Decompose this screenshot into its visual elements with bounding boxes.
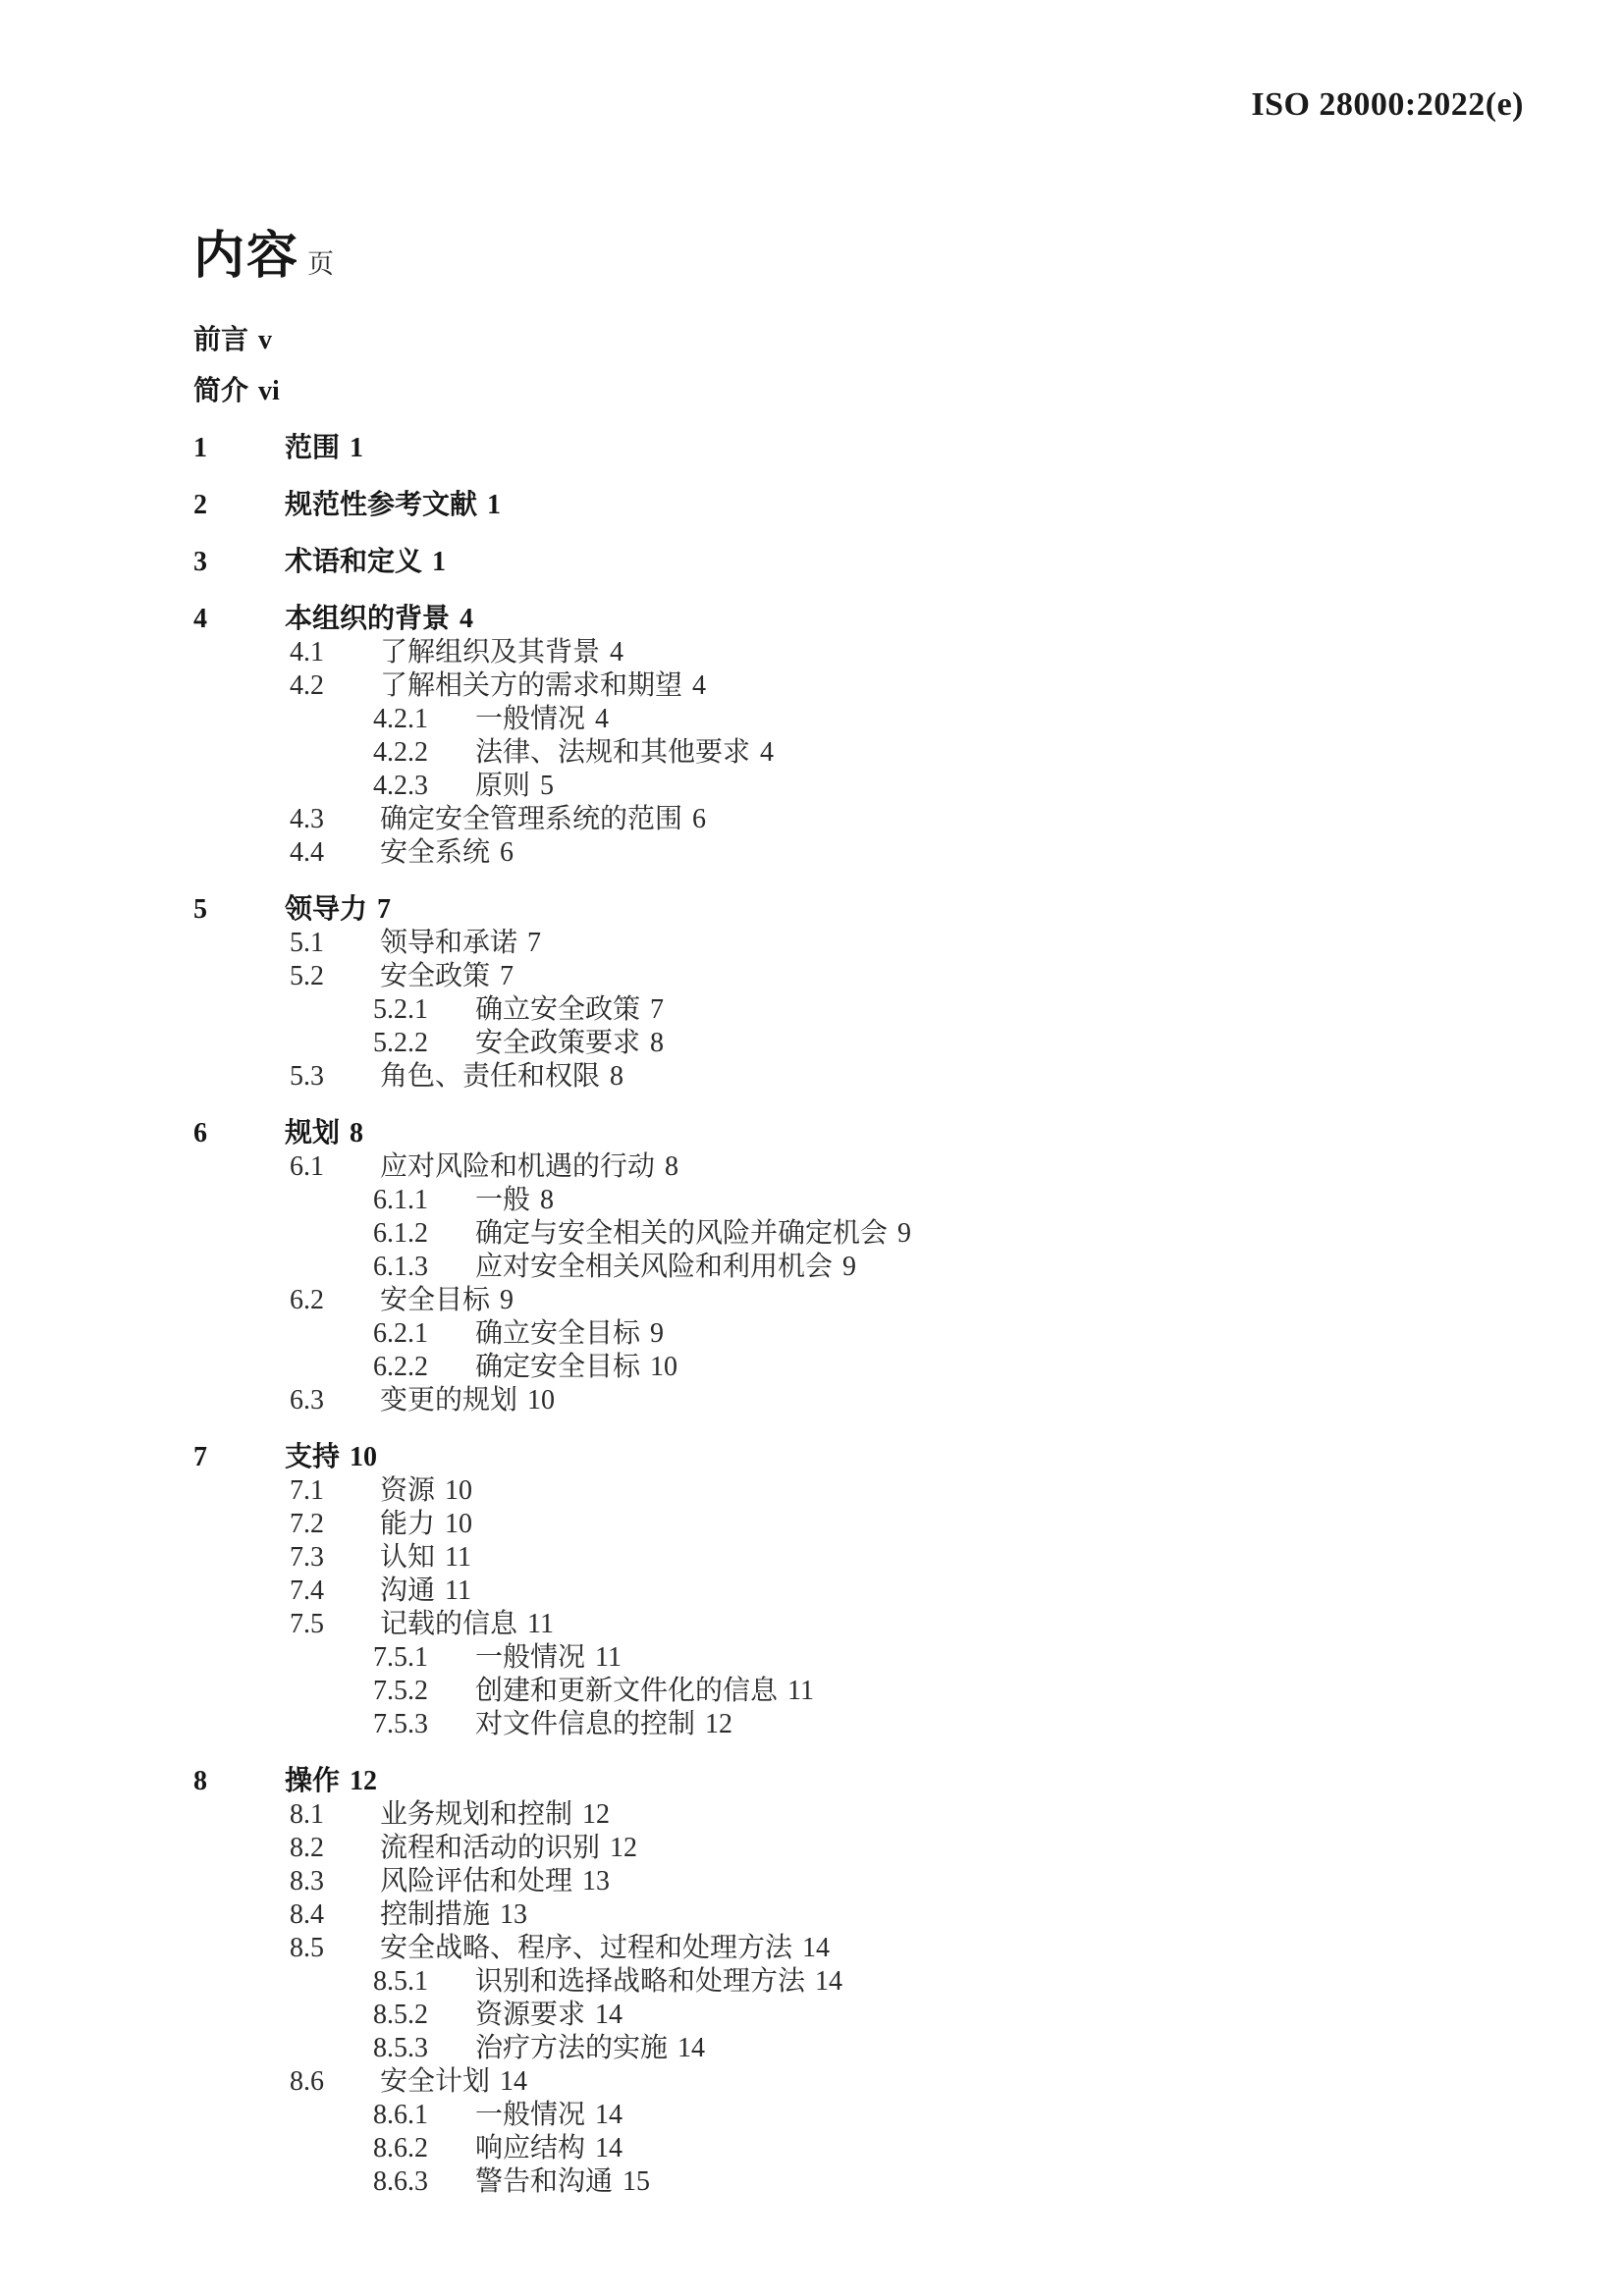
toc-entry-title: 沟通 [380, 1575, 436, 1606]
toc-entry-title: 响应结构 [475, 2133, 586, 2163]
toc-entry-number: 1 [193, 433, 207, 463]
toc-entry [0, 2099, 1565, 2132]
toc-entry-page-number: 7 [500, 961, 514, 991]
toc-entry-title: 操作 [285, 1766, 341, 1796]
toc-entry [0, 1441, 1565, 1474]
toc-entry-page-number: 4 [595, 704, 610, 734]
toc-entry-number: 4.2.2 [373, 737, 428, 768]
toc-entry [0, 1060, 1565, 1094]
toc-entry-title: 确立安全政策 [475, 994, 641, 1025]
toc-entry-title: 安全目标 [380, 1285, 491, 1315]
toc-entry-page-number: 11 [595, 1642, 622, 1673]
toc-entry-title: 业务规划和控制 [380, 1799, 573, 1830]
toc-entry-number: 6.3 [290, 1385, 324, 1415]
toc-entry-number: 5 [193, 894, 207, 925]
toc-entry [0, 1541, 1565, 1575]
toc-entry-title: 法律、法规和其他要求 [475, 737, 751, 768]
toc-entry-title: 确定与安全相关的风险并确定机会 [475, 1218, 889, 1249]
toc-entry-page-number: 10 [527, 1385, 556, 1415]
toc-entry-page-number: 12 [582, 1799, 611, 1830]
toc-entry-page-number: v [258, 325, 273, 355]
toc-entry-page-number: 14 [595, 2133, 623, 2163]
toc-entry-number: 8 [193, 1766, 207, 1796]
contents-title: 内容 [193, 229, 300, 285]
toc-entry-title: 简介 [193, 376, 249, 406]
toc-entry [0, 546, 1565, 579]
toc-entry-title: 治疗方法的实施 [475, 2033, 669, 2063]
toc-entry-number: 8.5.3 [373, 2033, 428, 2063]
toc-entry-title: 识别和选择战略和处理方法 [475, 1966, 806, 1997]
toc-entry-title: 资源要求 [475, 2000, 586, 2030]
toc-entry [0, 375, 1565, 408]
toc-entry-page-number: 10 [445, 1509, 473, 1539]
toc-entry [0, 1284, 1565, 1317]
toc-entry [0, 1965, 1565, 1999]
toc-entry-number: 8.6.2 [373, 2133, 428, 2163]
toc-entry-page-number: 9 [500, 1285, 514, 1315]
toc-entry [0, 1027, 1565, 1060]
toc-entry [0, 1317, 1565, 1351]
toc-entry-number: 4.2.1 [373, 704, 428, 734]
toc-entry [0, 2132, 1565, 2165]
toc-entry-page-number: 13 [582, 1866, 611, 1896]
toc-entry [0, 1898, 1565, 1932]
toc-entry-number: 4.2 [290, 670, 324, 701]
toc-entry [0, 770, 1565, 803]
toc-entry-number: 5.3 [290, 1061, 324, 1092]
toc-entry-title: 一般情况 [475, 704, 586, 734]
toc-entry-page-number: 13 [500, 1899, 528, 1930]
toc-entry [0, 1999, 1565, 2032]
page-column-label: 页 [307, 249, 335, 279]
toc-entry [0, 803, 1565, 836]
toc-entry-number: 7.3 [290, 1542, 324, 1573]
toc-entry-page-number: 11 [445, 1575, 471, 1606]
toc-entry [0, 1474, 1565, 1508]
toc-entry-number: 3 [193, 547, 207, 577]
toc-entry [0, 489, 1565, 522]
toc-entry-title: 规划 [285, 1118, 341, 1148]
toc-entry-number: 7.5.1 [373, 1642, 428, 1673]
toc-entry [0, 669, 1565, 703]
document-reference-header: ISO 28000:2022(e) [1251, 86, 1524, 123]
toc-entry-title: 创建和更新文件化的信息 [475, 1676, 779, 1706]
toc-entry-page-number: 12 [350, 1766, 378, 1796]
toc-entry-page-number: 14 [802, 1933, 831, 1963]
toc-entry-title: 安全计划 [380, 2066, 491, 2097]
toc-entry-title: 流程和活动的识别 [380, 1833, 601, 1863]
toc-entry-page-number: 10 [350, 1442, 378, 1472]
toc-entry-number: 7.5 [290, 1609, 324, 1639]
toc-entry [0, 1251, 1565, 1284]
toc-entry [0, 1150, 1565, 1184]
toc-entry-page-number: 12 [610, 1833, 638, 1863]
toc-entry [0, 1932, 1565, 1965]
toc-entry-number: 8.5.2 [373, 2000, 428, 2030]
toc-entry [0, 1865, 1565, 1898]
toc-entry-page-number: 7 [527, 928, 542, 958]
toc-entry-title: 变更的规划 [380, 1385, 518, 1415]
toc-entry-page-number: 7 [377, 894, 392, 925]
toc-entry [0, 927, 1565, 960]
toc-entry-page-number: 8 [650, 1028, 665, 1058]
toc-entry-number: 8.2 [290, 1833, 324, 1863]
toc-entry-title: 风险评估和处理 [380, 1866, 573, 1896]
toc-entry-number: 8.5.1 [373, 1966, 428, 1997]
toc-entry [0, 1641, 1565, 1675]
toc-entry-title: 了解相关方的需求和期望 [380, 670, 683, 701]
toc-entry-page-number: 14 [595, 2100, 623, 2130]
toc-entry-title: 警告和沟通 [475, 2166, 614, 2197]
toc-entry [0, 2065, 1565, 2099]
toc-entry [0, 2032, 1565, 2065]
toc-entry [0, 603, 1565, 636]
toc-entry-page-number: 8 [610, 1061, 624, 1092]
toc-entry [0, 893, 1565, 927]
toc-entry-number: 6.2.1 [373, 1318, 428, 1349]
toc-entry [0, 736, 1565, 770]
toc-entry-number: 6.1.2 [373, 1218, 428, 1249]
toc-entry [0, 1765, 1565, 1798]
toc-entry [0, 1798, 1565, 1832]
toc-entry-number: 4.3 [290, 804, 324, 834]
toc-entry [0, 836, 1565, 870]
toc-entry-number: 8.3 [290, 1866, 324, 1896]
toc-entry-page-number: 1 [350, 433, 364, 463]
toc-entry [0, 1351, 1565, 1384]
toc-entry [0, 1384, 1565, 1417]
toc-entry-title: 对文件信息的控制 [475, 1709, 696, 1739]
toc-entry [0, 324, 1565, 357]
toc-entry-title: 能力 [380, 1509, 436, 1539]
toc-entry-title: 安全系统 [380, 837, 491, 868]
toc-entry-number: 7 [193, 1442, 207, 1472]
toc-entry [0, 1608, 1565, 1641]
table-of-contents [0, 306, 1565, 2199]
toc-entry-number: 8.4 [290, 1899, 324, 1930]
toc-entry-page-number: 4 [460, 604, 474, 634]
toc-entry-title: 原则 [475, 771, 531, 801]
toc-entry-number: 2 [193, 490, 207, 520]
toc-entry-number: 6.2.2 [373, 1352, 428, 1382]
toc-entry-number: 8.5 [290, 1933, 324, 1963]
toc-entry-number: 7.5.3 [373, 1709, 428, 1739]
toc-entry-number: 5.2 [290, 961, 324, 991]
toc-entry-page-number: 15 [623, 2166, 651, 2197]
toc-entry-title: 领导和承诺 [380, 928, 518, 958]
toc-entry-page-number: 1 [432, 547, 447, 577]
toc-entry-number: 6.1 [290, 1151, 324, 1182]
toc-entry-title: 了解组织及其背景 [380, 637, 601, 667]
toc-entry-page-number: 10 [650, 1352, 678, 1382]
toc-entry-page-number: 8 [665, 1151, 679, 1182]
toc-entry-title: 规范性参考文献 [285, 490, 478, 520]
toc-entry-number: 8.6.3 [373, 2166, 428, 2197]
toc-entry-number: 6.1.3 [373, 1252, 428, 1282]
toc-entry-title: 控制措施 [380, 1899, 491, 1930]
toc-entry-number: 4.4 [290, 837, 324, 868]
toc-entry-page-number: 11 [787, 1676, 814, 1706]
toc-entry-page-number: 4 [610, 637, 624, 667]
toc-entry-title: 安全政策要求 [475, 1028, 641, 1058]
toc-entry [0, 2165, 1565, 2199]
toc-entry [0, 703, 1565, 736]
toc-entry [0, 1508, 1565, 1541]
toc-entry-title: 领导力 [285, 894, 368, 925]
toc-entry-number: 5.1 [290, 928, 324, 958]
toc-entry-page-number: 4 [760, 737, 775, 768]
toc-entry-number: 6.2 [290, 1285, 324, 1315]
toc-entry-page-number: 14 [595, 2000, 623, 2030]
toc-entry-title: 一般情况 [475, 1642, 586, 1673]
toc-entry-number: 7.5.2 [373, 1676, 428, 1706]
toc-entry-number: 5.2.1 [373, 994, 428, 1025]
toc-entry [0, 1708, 1565, 1741]
toc-entry [0, 993, 1565, 1027]
toc-entry-title: 资源 [380, 1475, 436, 1506]
toc-entry-page-number: 14 [815, 1966, 843, 1997]
toc-entry-title: 角色、责任和权限 [380, 1061, 601, 1092]
toc-entry-page-number: 9 [897, 1218, 912, 1249]
toc-entry-number: 8.1 [290, 1799, 324, 1830]
toc-entry [0, 960, 1565, 993]
toc-entry-page-number: 11 [445, 1542, 471, 1573]
contents-title-row [193, 214, 334, 288]
toc-entry-title: 前言 [193, 325, 249, 355]
toc-entry-number: 6.1.1 [373, 1185, 428, 1215]
toc-entry-page-number: 1 [487, 490, 502, 520]
toc-entry-title: 一般情况 [475, 2100, 586, 2130]
toc-entry [0, 1117, 1565, 1150]
toc-entry-page-number: 6 [500, 837, 514, 868]
toc-entry-title: 记载的信息 [380, 1609, 518, 1639]
toc-entry [0, 1184, 1565, 1217]
toc-entry-page-number: 8 [350, 1118, 364, 1148]
toc-entry-page-number: 5 [540, 771, 555, 801]
toc-entry [0, 432, 1565, 465]
toc-entry [0, 1675, 1565, 1708]
toc-entry-page-number: 4 [692, 670, 707, 701]
toc-entry-page-number: 8 [540, 1185, 555, 1215]
toc-entry-title: 安全政策 [380, 961, 491, 991]
toc-entry-page-number: 14 [500, 2066, 528, 2097]
toc-entry [0, 1575, 1565, 1608]
toc-entry-number: 8.6 [290, 2066, 324, 2097]
toc-entry-title: 支持 [285, 1442, 341, 1472]
toc-entry [0, 1217, 1565, 1251]
toc-entry-page-number: 12 [705, 1709, 733, 1739]
toc-entry-number: 4.1 [290, 637, 324, 667]
toc-entry [0, 1832, 1565, 1865]
toc-entry-number: 7.2 [290, 1509, 324, 1539]
toc-entry [0, 636, 1565, 669]
toc-entry-number: 6 [193, 1118, 207, 1148]
toc-entry-title: 应对风险和机遇的行动 [380, 1151, 656, 1182]
toc-entry-number: 8.6.1 [373, 2100, 428, 2130]
toc-entry-page-number: 14 [677, 2033, 706, 2063]
toc-entry-page-number: 10 [445, 1475, 473, 1506]
toc-entry-page-number: 6 [692, 804, 707, 834]
toc-entry-title: 一般 [475, 1185, 531, 1215]
toc-entry-page-number: 9 [650, 1318, 665, 1349]
toc-entry-title: 认知 [380, 1542, 436, 1573]
toc-entry-page-number: 9 [842, 1252, 857, 1282]
toc-entry-page-number: vi [258, 376, 280, 406]
toc-entry-number: 7.4 [290, 1575, 324, 1606]
toc-entry-title: 安全战略、程序、过程和处理方法 [380, 1933, 793, 1963]
toc-entry-number: 5.2.2 [373, 1028, 428, 1058]
toc-entry-number: 7.1 [290, 1475, 324, 1506]
toc-entry-number: 4.2.3 [373, 771, 428, 801]
toc-entry-title: 确立安全目标 [475, 1318, 641, 1349]
toc-entry-page-number: 11 [527, 1609, 554, 1639]
toc-entry-title: 确定安全目标 [475, 1352, 641, 1382]
toc-entry-title: 确定安全管理系统的范围 [380, 804, 683, 834]
toc-entry-page-number: 7 [650, 994, 665, 1025]
toc-entry-number: 4 [193, 604, 207, 634]
toc-entry-title: 本组织的背景 [285, 604, 451, 634]
toc-entry-title: 应对安全相关风险和利用机会 [475, 1252, 834, 1282]
toc-entry-title: 术语和定义 [285, 547, 423, 577]
toc-entry-title: 范围 [285, 433, 341, 463]
